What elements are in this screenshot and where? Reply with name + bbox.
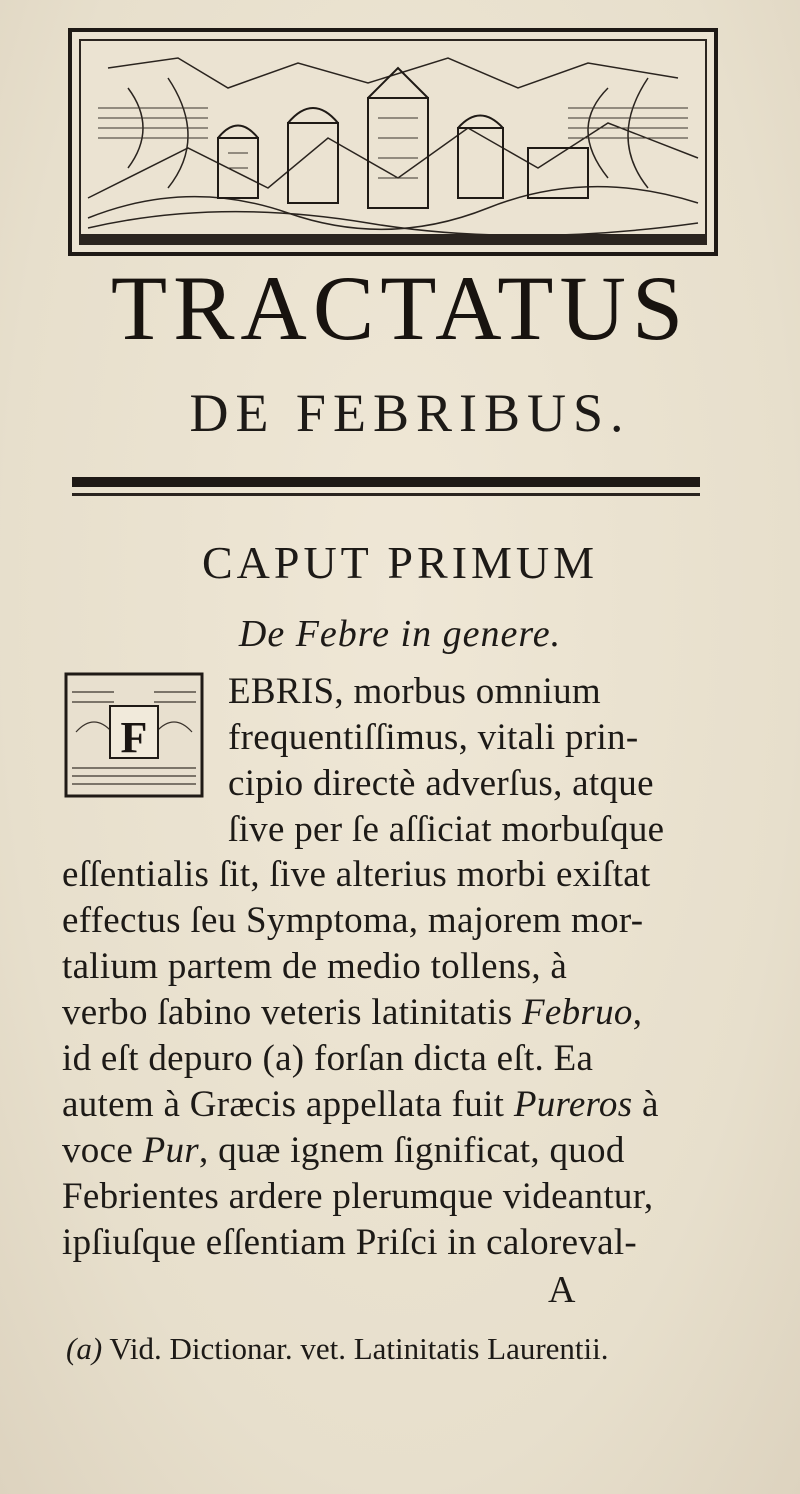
body-line: id eſt depuro (a) forſan dicta eſt. Ea xyxy=(62,1038,594,1079)
body-line: verbo ſabino veteris latinitatis Februo, xyxy=(62,992,643,1033)
book-subtitle: DE FEBRIBUS. xyxy=(189,383,631,443)
catchword: A xyxy=(548,1269,576,1311)
engraved-ornament-icon xyxy=(68,28,718,256)
initial-letter: F xyxy=(120,713,148,762)
body-line: EBRIS, morbus omnium xyxy=(228,671,601,712)
footnote-mark: (a) xyxy=(66,1331,103,1366)
body-line: effectus ſeu Symptoma, majorem mor- xyxy=(62,900,644,941)
footnote xyxy=(66,1330,609,1368)
footnote-text: Vid. Dictionar. vet. Latinitatis Laurentii. xyxy=(102,1331,609,1366)
thick-rule xyxy=(72,477,700,487)
decorated-initial-icon xyxy=(64,672,204,798)
body-line: Febrientes ardere plerumque videantur, xyxy=(62,1176,654,1217)
body-line: eſſentialis ſit, ſive alterius morbi exiſtat xyxy=(62,854,651,895)
thin-rule xyxy=(72,493,700,496)
body-line: autem à Græcis appellata fuit Pureros à xyxy=(62,1084,659,1125)
body-line: frequentiſſimus, vitali prin- xyxy=(228,717,639,758)
chapter-heading: CAPUT PRIMUM xyxy=(201,537,599,588)
body-line: ipſiuſque eſſentiam Priſci in caloreval- xyxy=(62,1222,638,1263)
body-line: cipio directè adverſus, atque xyxy=(228,763,654,804)
body-line: voce Pur, quæ ignem ſignificat, quod xyxy=(62,1130,625,1171)
body-line: talium partem de medio tollens, à xyxy=(62,946,568,987)
chapter-subheading: De Febre in genere. xyxy=(238,613,562,655)
book-title: TRACTATUS xyxy=(110,257,690,359)
body-line: ſive per ſe aſſiciat morbuſque xyxy=(228,809,665,850)
